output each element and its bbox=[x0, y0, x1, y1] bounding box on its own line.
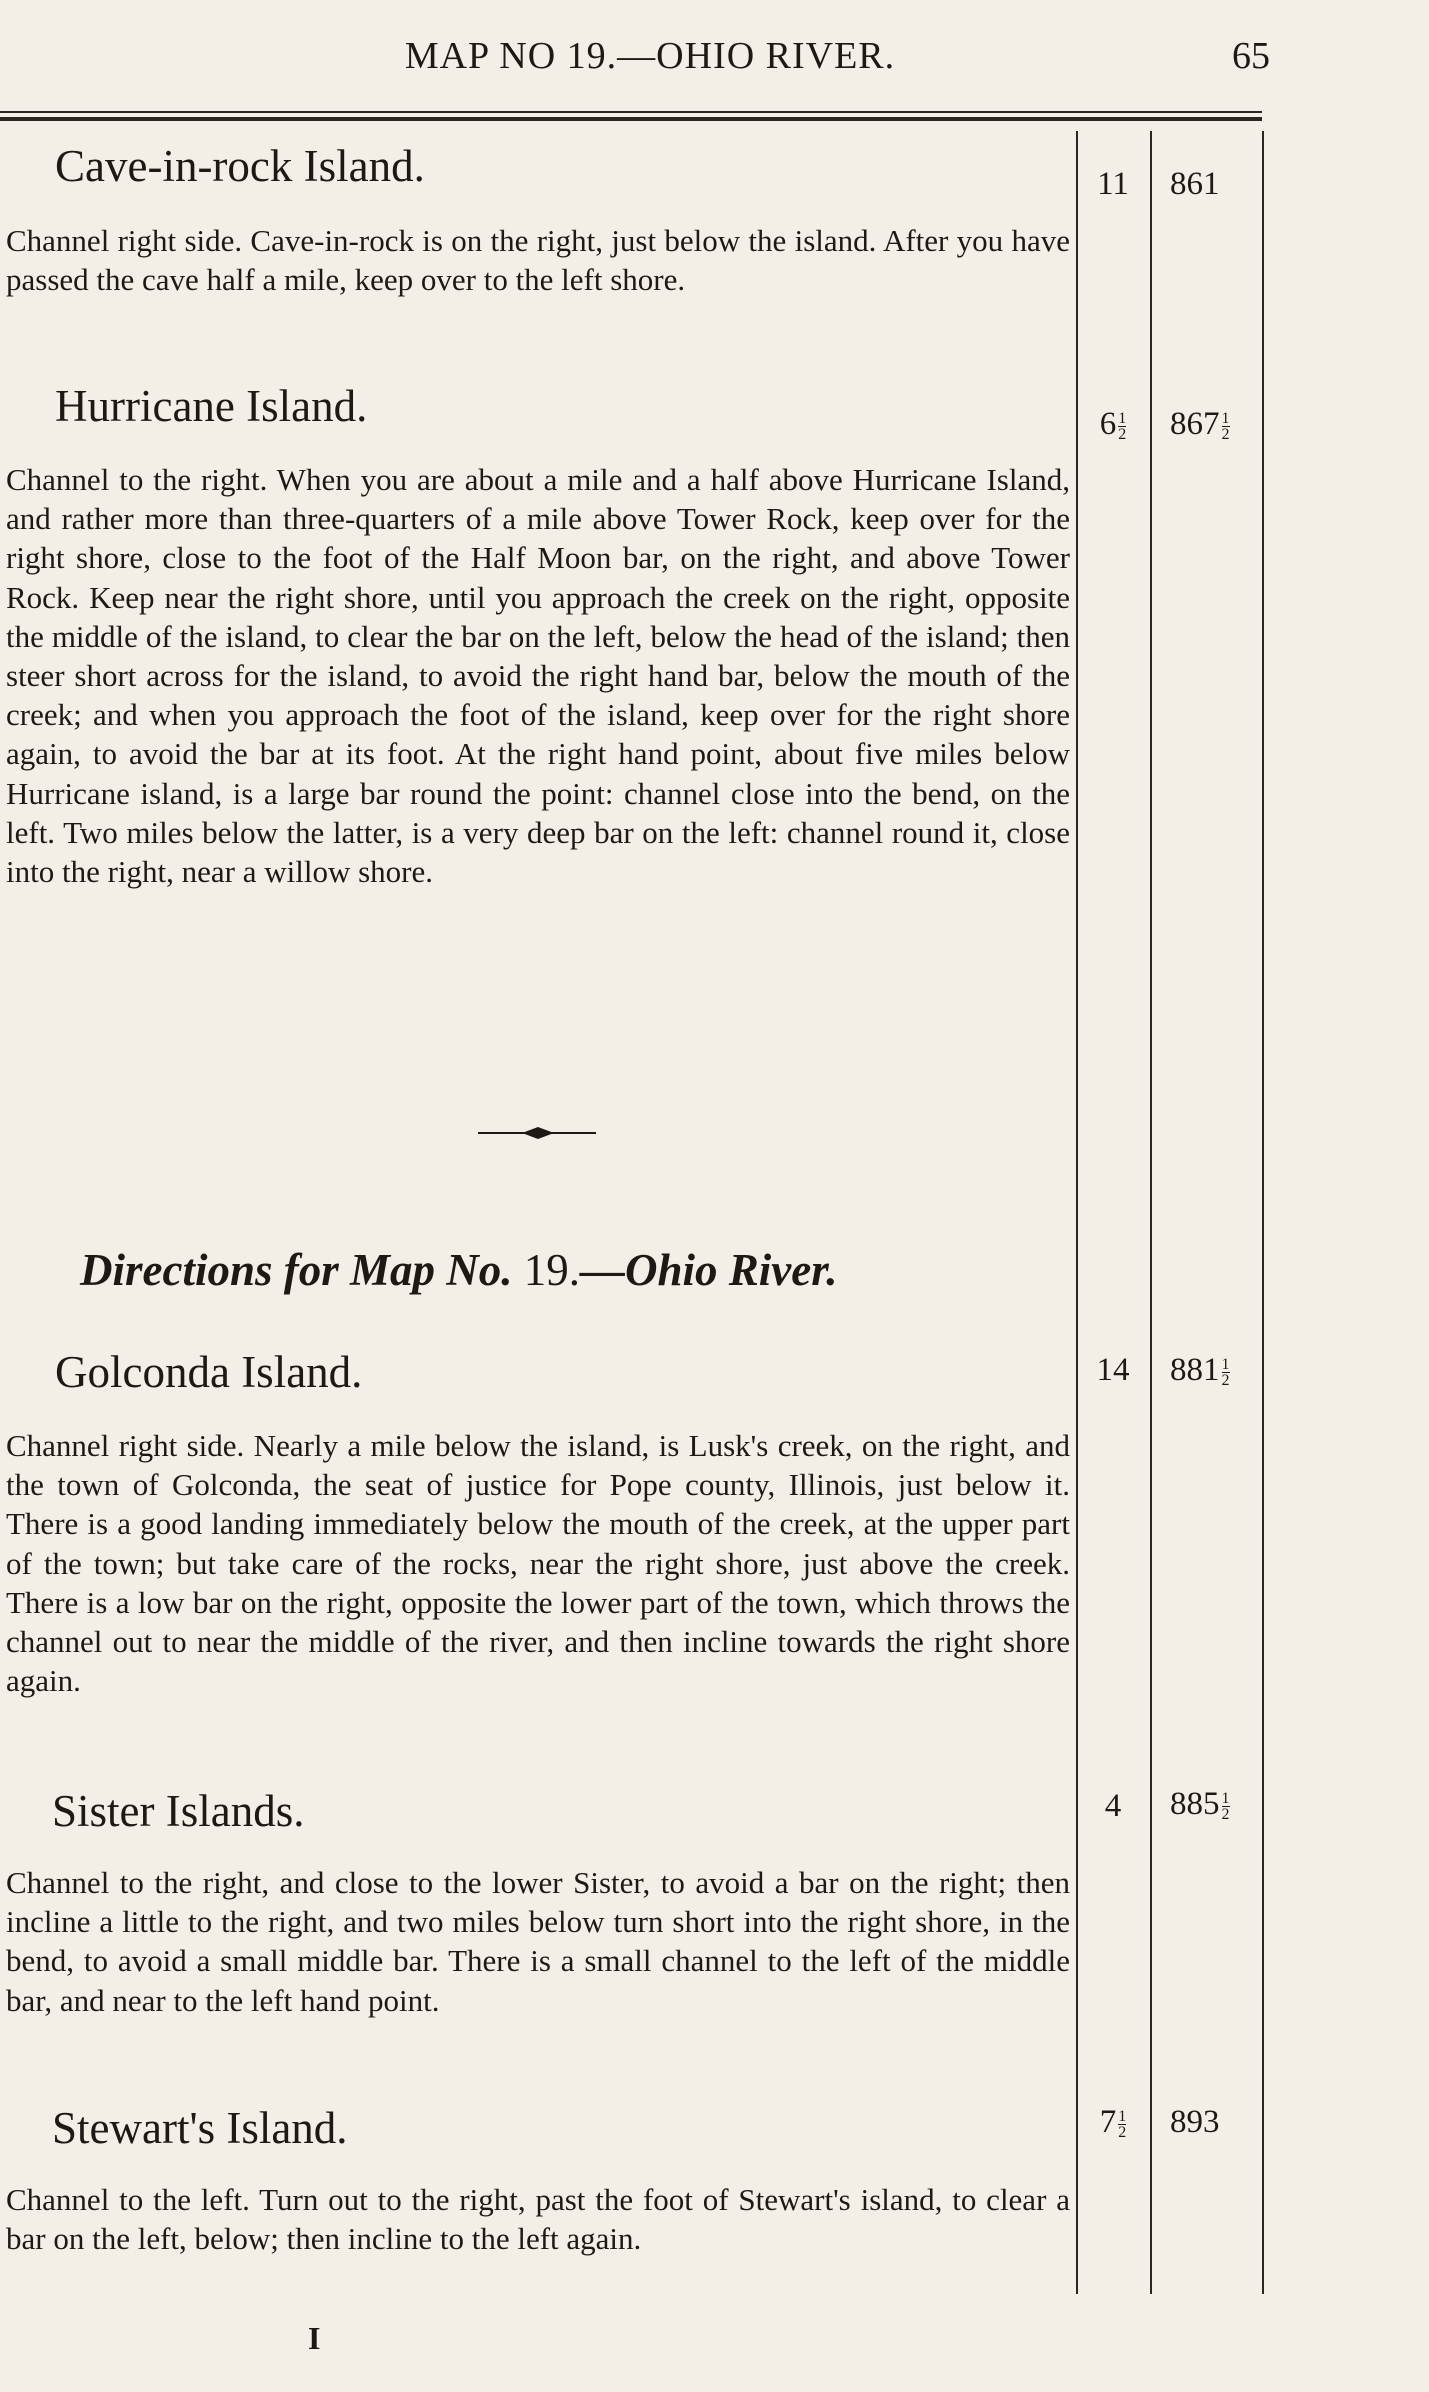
total-fraction: $\frac{1}{2}$ bbox=[1221, 1789, 1230, 1823]
section-text: Channel to the right, and close to the lower Sister, to avoid a bar on the right; then incline a little to the right, and two miles below turn short into the right shore, in the bend, to avoid a small middle bar. There is a small channel to the left of the middle bar, and near to the left hand point. bbox=[6, 1865, 1070, 2018]
distance-fraction: $\frac{1}{2}$ bbox=[1118, 409, 1127, 443]
cumulative-distance: 867 $\frac{1}{2}$ bbox=[1170, 406, 1230, 443]
cumulative-distance: 881 $\frac{1}{2}$ bbox=[1170, 1352, 1230, 1389]
distance-value: 6 $\frac{1}{2}$ bbox=[1099, 406, 1127, 443]
section-title: Sister Islands. bbox=[52, 1786, 305, 1836]
column-rule-right bbox=[1262, 131, 1264, 2294]
section-title: Stewart's Island. bbox=[52, 2103, 348, 2153]
column-rule-middle bbox=[1150, 131, 1152, 2294]
section-title: Golconda Island. bbox=[55, 1347, 363, 1397]
cumulative-distance: 893 bbox=[1170, 2104, 1220, 2140]
section-text: Channel to the right. When you are about a mile and a half above Hurricane Island, and rather more than three-quarters of a mile above Tower Rock, keep over for the right shore, close to the foot of the Half Moon bar, on the right, and above Tower Rock. Keep near the right shore, until you approach the creek on the right, opposite the middle of the island, to clear the bar on the left, below the head of the island; then steer short across for the island, to avoid the right hand bar, below the mouth of the creek; and when you approach the foot of the island, keep over for the right shore again, to avoid the bar at its foot. At the right hand point, about five miles below Hurricane island, is a large bar round the point: channel close into the bend, on the left. Two miles below the latter, is a very deep bar on the left: channel round it, close into the right, near a willow shore. bbox=[6, 462, 1070, 890]
total-fraction: $\frac{1}{2}$ bbox=[1221, 1355, 1230, 1389]
distance-value: 4 bbox=[1104, 1788, 1122, 1824]
cumulative-distance: 861 bbox=[1170, 166, 1220, 202]
section-title: Hurricane Island. bbox=[55, 381, 368, 431]
section-text: Channel to the left. Turn out to the right, past the foot of Stewart's island, to clear a bar on the left, below; then incline to the left again. bbox=[6, 2182, 1070, 2257]
header-rule-thin bbox=[0, 111, 1262, 113]
section-title: Cave-in-rock Island. bbox=[55, 141, 425, 191]
section-text: Channel right side. Nearly a mile below the island, is Lusk's creek, on the right, and the town of Golconda, the seat of justice for Pope county, Illinois, just below it. There is a good landing immediately below the mouth of the creek, at the upper part of the town; but take care of the rocks, near the right shore, just above the creek. There is a low bar on the right, opposite the lower part of the town, which throws the channel out to near the middle of the river, and then incline towards the right shore again. bbox=[6, 1428, 1070, 1699]
distance-value: 7 $\frac{1}{2}$ bbox=[1099, 2104, 1127, 2141]
column-rule-left bbox=[1076, 131, 1078, 2294]
running-header-title: MAP NO 19.—OHIO RIVER. bbox=[404, 35, 896, 77]
section-text: Channel right side. Cave-in-rock is on the right, just below the island. After you have passed the cave half a mile, keep over to the left shore. bbox=[6, 223, 1070, 298]
directions-heading: Directions for Map No. 19.—Ohio River. bbox=[80, 1245, 838, 1295]
ornament-divider-icon bbox=[478, 1124, 596, 1142]
signature-mark: I bbox=[308, 2320, 321, 2356]
distance-value: 11 bbox=[1097, 166, 1129, 202]
distance-fraction: $\frac{1}{2}$ bbox=[1118, 2107, 1127, 2141]
distance-value: 14 bbox=[1096, 1352, 1130, 1388]
header-rule-thick bbox=[0, 117, 1262, 121]
cumulative-distance: 885 $\frac{1}{2}$ bbox=[1170, 1786, 1230, 1823]
page-number: 65 bbox=[1232, 35, 1270, 77]
total-fraction: $\frac{1}{2}$ bbox=[1221, 409, 1230, 443]
